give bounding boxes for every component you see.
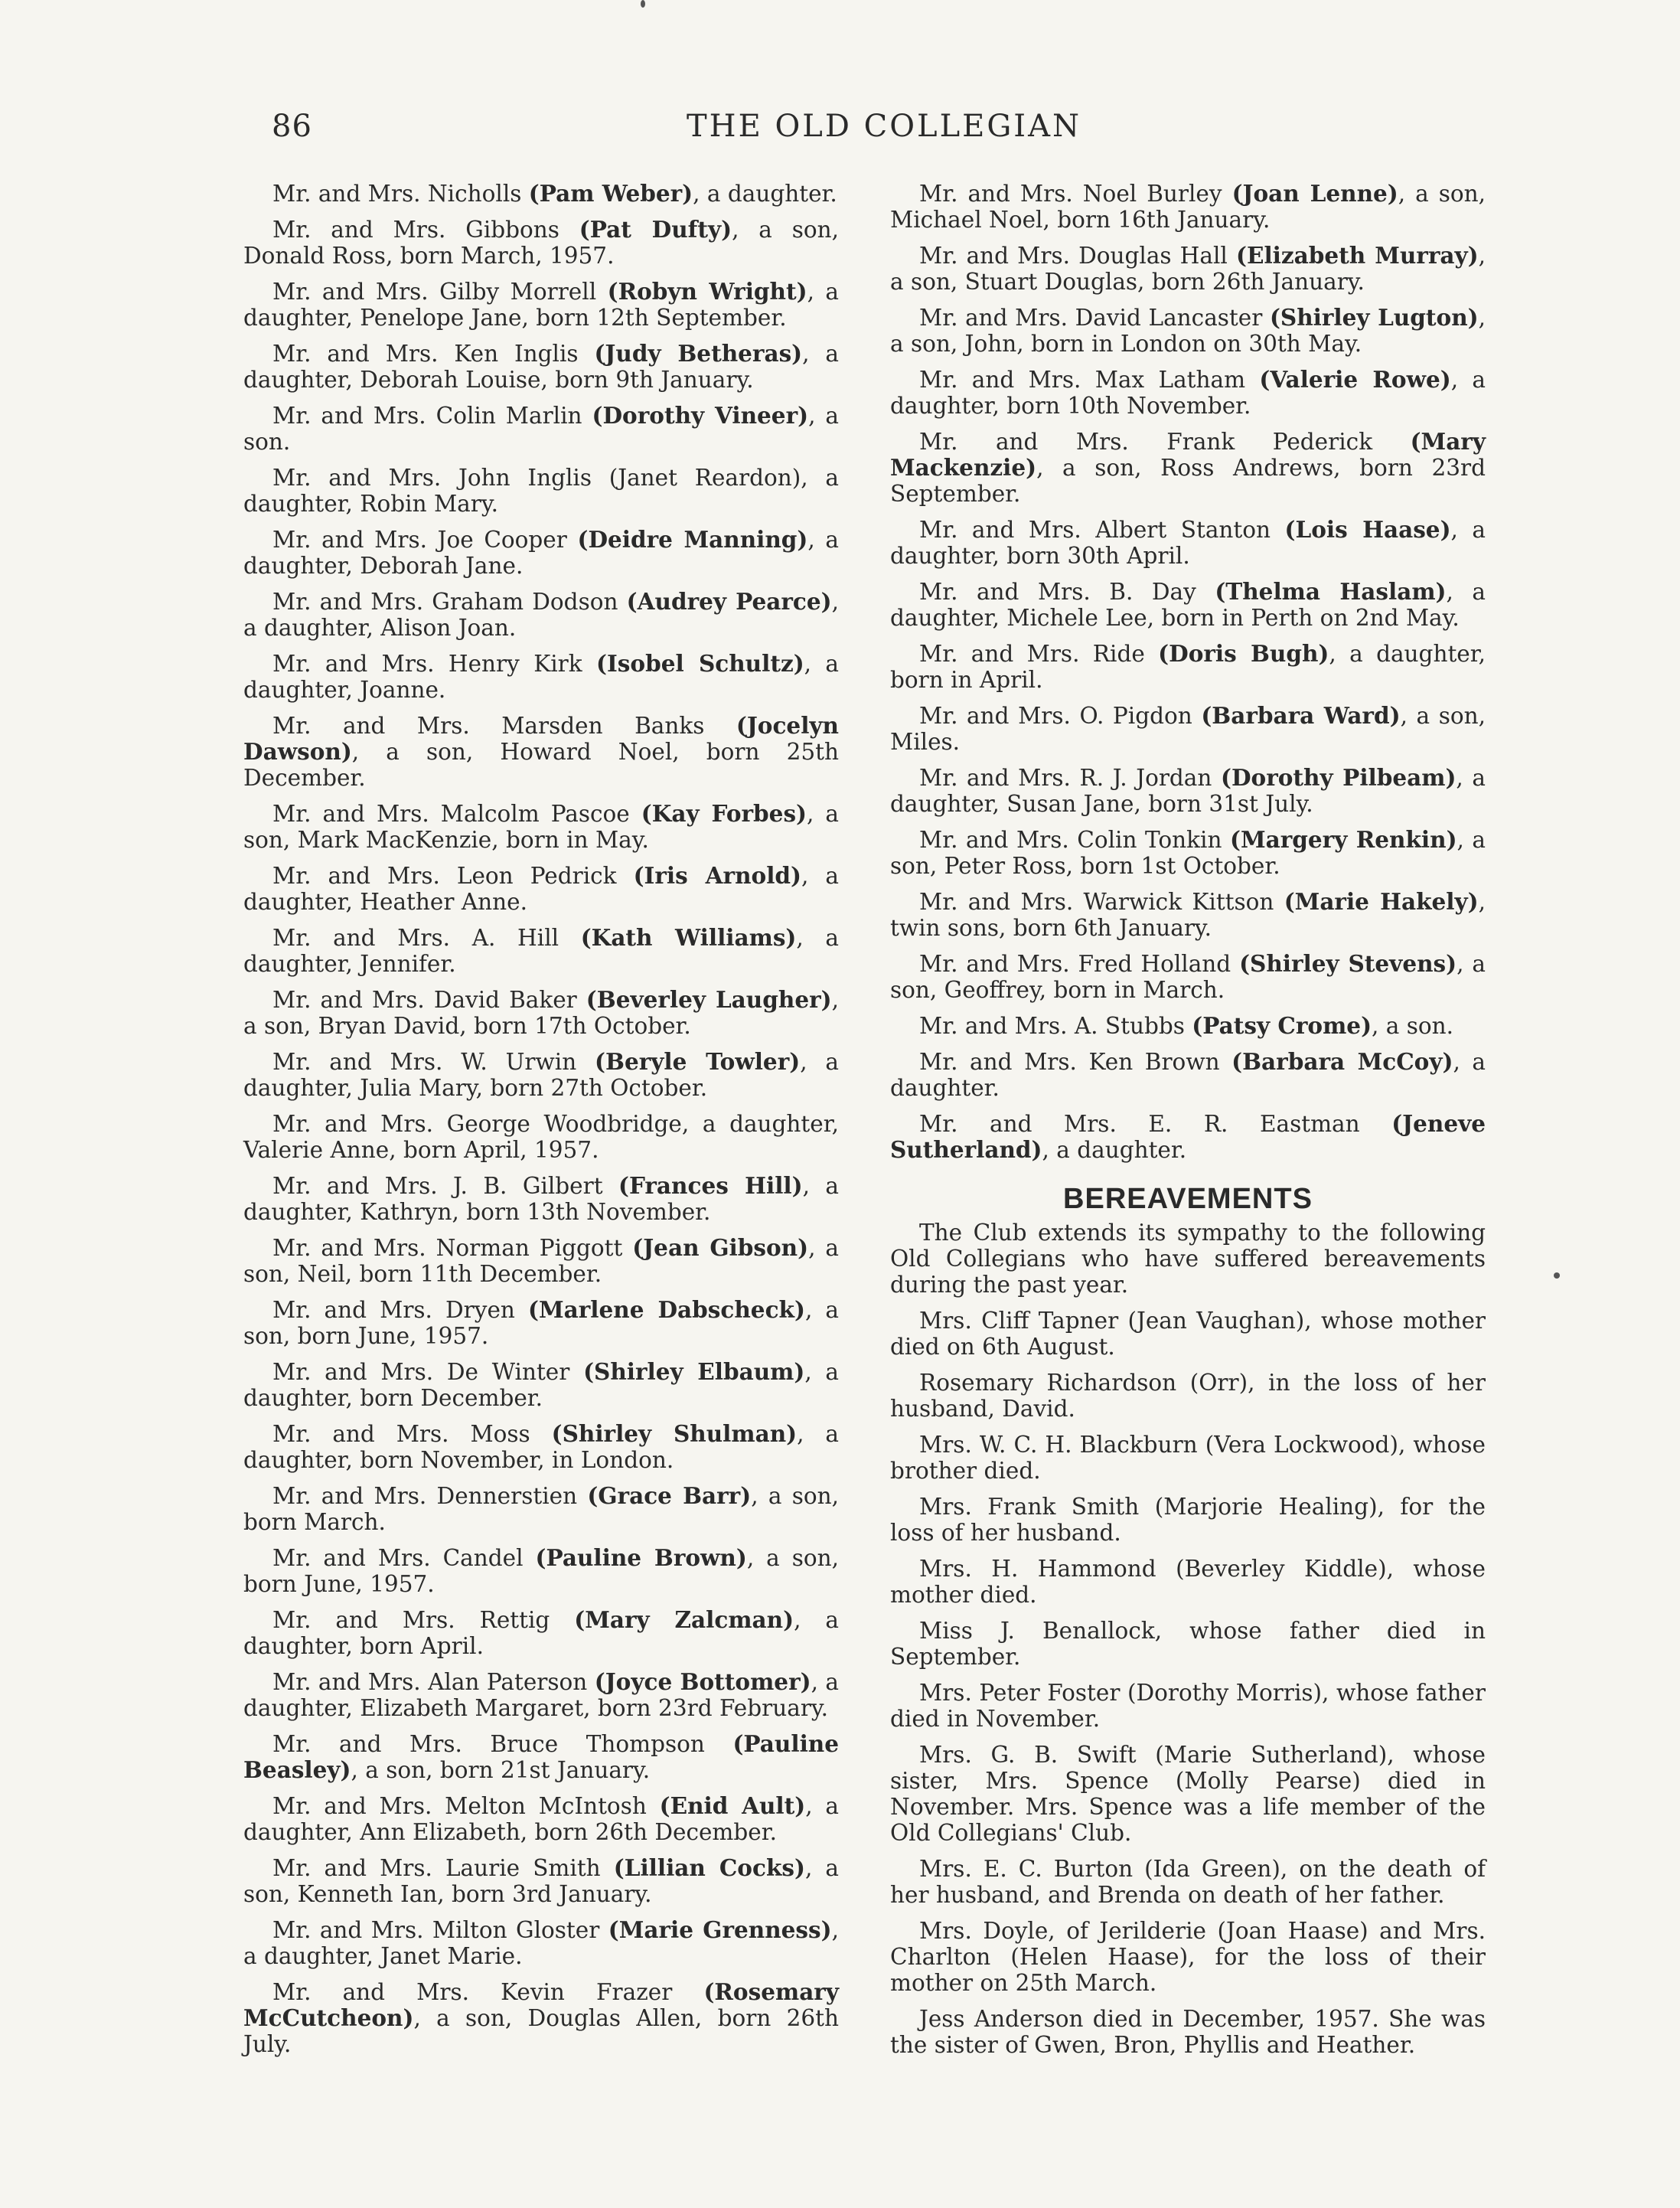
entry-details: , a daughter, born in April. — [890, 641, 1486, 693]
entry-details: , a daughter, Julia Mary, born 27th October. — [243, 1049, 839, 1101]
entry-details: , a daughter, born December. — [243, 1359, 840, 1411]
entry-text: Mr. and Mrs. Nicholls — [272, 181, 529, 207]
entry-text: Mr. and Mrs. Alan Paterson — [272, 1669, 595, 1695]
maiden-name: (Judy Betheras) — [594, 340, 803, 367]
maiden-name: (Elizabeth Murray) — [1236, 242, 1479, 269]
entry-text: Mr. and Mrs. Graham Dodson — [272, 589, 627, 615]
page-header — [272, 109, 1496, 155]
birth-entry — [890, 703, 1486, 755]
birth-entry — [243, 1917, 839, 1969]
birth-entry — [243, 589, 839, 641]
entry-details: , a daughter, born 10th November. — [890, 367, 1486, 419]
entry-text: Mr. and Mrs. Laurie Smith — [272, 1855, 614, 1881]
entry-details: , a daughter, Alison Joan. — [243, 589, 839, 641]
entry-text: Mr. and Mrs. Malcolm Pascoe — [272, 801, 641, 827]
bereavement-entry: Mrs. H. Hammond (Beverley Kiddle), whose mother died. — [890, 1556, 1486, 1608]
birth-entry — [890, 765, 1486, 817]
entry-text: Mr. and Mrs. John Inglis (Janet Reardon), a daughter, Robin Mary. — [243, 465, 839, 517]
bereavement-entry: Mrs. E. C. Burton (Ida Green), on the death of her husband, and Brenda on death of her father. — [890, 1856, 1486, 1908]
birth-entry — [890, 429, 1486, 507]
entry-details: , a son. — [1372, 1013, 1454, 1039]
entry-text: Mr. and Mrs. Joe Cooper — [272, 527, 578, 553]
birth-entry — [243, 1669, 839, 1721]
birth-entry — [890, 517, 1486, 569]
entry-text: Mr. and Mrs. Milton Gloster — [272, 1917, 608, 1943]
entry-details: , a daughter, born April. — [243, 1607, 839, 1659]
maiden-name: (Pauline Brown) — [535, 1544, 747, 1571]
entry-text: Mr. and Mrs. David Baker — [272, 987, 586, 1013]
bereavements-heading: BEREAVEMENTS — [1063, 1183, 1313, 1215]
maiden-name: (Shirley Elbaum) — [583, 1358, 805, 1385]
maiden-name: (Valerie Rowe) — [1259, 366, 1451, 393]
entry-details: , a son, Kenneth Ian, born 3rd January. — [243, 1855, 839, 1907]
entry-text: Mr. and Mrs. George Woodbridge, a daughter, Valerie Anne, born April, 1957. — [243, 1111, 839, 1163]
entry-text: Mr. and Mrs. Marsden Banks — [272, 713, 736, 739]
bereavement-entry: Mrs. W. C. H. Blackburn (Vera Lockwood), whose brother died. — [890, 1432, 1486, 1484]
entry-text: Mr. and Mrs. Douglas Hall — [919, 243, 1236, 269]
entry-details: , a daughter, born 30th April. — [890, 517, 1486, 569]
bereavement-entry: Jess Anderson died in December, 1957. She was the sister of Gwen, Bron, Phyllis and Heather. — [890, 2006, 1486, 2058]
entry-details: , a son, Howard Noel, born 25th December. — [243, 739, 839, 791]
birth-entry — [890, 1049, 1486, 1101]
entry-text: Mr. and Mrs. Rettig — [272, 1607, 575, 1633]
maiden-name: (Rosemary McCutcheon) — [243, 1978, 839, 2031]
bereavements-list — [890, 1308, 1486, 2058]
entry-details: , a daughter. — [890, 1049, 1486, 1101]
print-speck — [641, 0, 645, 8]
maiden-name: (Barbara McCoy) — [1231, 1048, 1453, 1075]
bereavements-intro: The Club extends its sympathy to the following Old Collegians who have suffered bereavements during the past year. — [890, 1220, 1486, 1298]
entry-details: , a son, born June, 1957. — [243, 1545, 839, 1597]
entry-details: , a daughter, Susan Jane, born 31st July. — [890, 765, 1486, 817]
maiden-name: (Jean Gibson) — [632, 1234, 809, 1261]
entry-text: Mr. and Mrs. Dennerstien — [272, 1483, 588, 1509]
bereavement-entry: Mrs. Cliff Tapner (Jean Vaughan), whose mother died on 6th August. — [890, 1308, 1486, 1360]
entry-details: , a daughter. — [1042, 1137, 1187, 1163]
entry-text: Mr. and Mrs. A. Stubbs — [919, 1013, 1192, 1039]
maiden-name: (Lois Haase) — [1284, 516, 1451, 543]
print-speck — [1554, 1272, 1560, 1279]
birth-entry — [243, 1793, 839, 1845]
entry-details: , a son, born June, 1957. — [243, 1297, 840, 1349]
maiden-name: (Jocelyn Dawson) — [243, 712, 839, 765]
entry-text: Mr. and Mrs. Gilby Morrell — [272, 279, 608, 305]
bereavement-entry: Mrs. Doyle, of Jerilderie (Joan Haase) and Mrs. Charlton (Helen Haase), for the loss of their mother on 25th March. — [890, 1918, 1486, 1996]
maiden-name: (Grace Barr) — [587, 1482, 752, 1509]
maiden-name: (Shirley Stevens) — [1239, 950, 1457, 977]
birth-entry — [243, 181, 839, 207]
maiden-name: (Lillian Cocks) — [613, 1854, 805, 1881]
birth-entry — [243, 713, 839, 791]
birth-entry — [243, 217, 839, 269]
entry-text: Mr. and Mrs. Kevin Frazer — [272, 1979, 704, 2005]
maiden-name: (Shirley Shulman) — [551, 1420, 798, 1447]
running-title: THE OLD COLLEGIAN — [687, 109, 1081, 144]
maiden-name: (Iris Arnold) — [633, 862, 801, 889]
entry-text: Mr. and Mrs. Frank Pederick — [919, 429, 1411, 455]
entry-text: Mr. and Mrs. Ken Inglis — [272, 341, 595, 367]
birth-entry — [243, 925, 839, 977]
maiden-name: (Jeneve Sutherland) — [890, 1110, 1486, 1163]
entry-text: Mr. and Mrs. Henry Kirk — [272, 651, 597, 677]
bereavement-entry: Mrs. G. B. Swift (Marie Sutherland), whose sister, Mrs. Spence (Molly Pearse) died in November. Mrs. Spence was a life member of the Old Collegians' Club. — [890, 1742, 1486, 1846]
entry-details: , a daughter, Elizabeth Margaret, born 23rd February. — [243, 1669, 840, 1721]
birth-entry — [243, 1111, 839, 1163]
birth-entry — [243, 1421, 839, 1473]
entry-text: Mr. and Mrs. Norman Piggott — [272, 1235, 633, 1261]
entry-text: Mr. and Mrs. Noel Burley — [919, 181, 1232, 207]
entry-text: Mr. and Mrs. B. Day — [919, 579, 1215, 605]
birth-entry — [243, 1483, 839, 1535]
maiden-name: (Pat Dufty) — [579, 216, 732, 243]
maiden-name: (Beryle Towler) — [595, 1048, 801, 1075]
entry-text: Mr. and Mrs. Ride — [919, 641, 1159, 667]
entry-details: , a son, Mark MacKenzie, born in May. — [243, 801, 839, 853]
entry-text: Mr. and Mrs. A. Hill — [272, 925, 581, 951]
maiden-name: (Pauline Beasley) — [243, 1730, 839, 1783]
entry-details: , a son, Geoffrey, born in March. — [890, 951, 1486, 1003]
birth-entry — [890, 305, 1486, 357]
birth-entry — [890, 889, 1486, 941]
maiden-name: (Mary Mackenzie) — [890, 428, 1486, 481]
birth-entry — [243, 527, 839, 579]
entry-text: Mr. and Mrs. Warwick Kittson — [919, 889, 1284, 915]
entry-details: , a daughter, Michele Lee, born in Perth on 2nd May. — [890, 579, 1486, 631]
birth-entry — [243, 651, 839, 703]
birth-entry — [890, 951, 1486, 1003]
entry-details: , a son, Miles. — [890, 703, 1486, 755]
maiden-name: (Shirley Lugton) — [1269, 304, 1479, 331]
entry-text: Mr. and Mrs. Melton McIntosh — [272, 1793, 660, 1819]
births-list-right — [890, 181, 1486, 1163]
birth-entry — [890, 1111, 1486, 1163]
entry-details: , a son, Michael Noel, born 16th January. — [890, 181, 1486, 233]
entry-text: Mr. and Mrs. Ken Brown — [919, 1049, 1232, 1075]
maiden-name: (Marie Hakely) — [1284, 888, 1479, 915]
entry-text: Mr. and Mrs. Dryen — [272, 1297, 529, 1323]
maiden-name: (Marlene Dabscheck) — [528, 1296, 805, 1323]
maiden-name: (Barbara Ward) — [1201, 702, 1401, 729]
birth-entry — [243, 279, 839, 331]
entry-details: , a son, Donald Ross, born March, 1957. — [243, 217, 839, 269]
birth-entry — [890, 1013, 1486, 1039]
entry-details: , a daughter. — [693, 181, 837, 207]
entry-details: , twin sons, born 6th January. — [890, 889, 1486, 941]
maiden-name: (Isobel Schultz) — [596, 650, 804, 677]
entry-text: Mr. and Mrs. R. J. Jordan — [919, 765, 1221, 791]
entry-text: Mr. and Mrs. W. Urwin — [272, 1049, 595, 1075]
entry-details: , a son, Stuart Douglas, born 26th January. — [890, 243, 1486, 295]
maiden-name: (Margery Renkin) — [1229, 826, 1457, 853]
entry-details: , a son, Douglas Allen, born 26th July. — [243, 2005, 839, 2057]
birth-entry — [890, 181, 1486, 233]
maiden-name: (Thelma Haslam) — [1215, 578, 1447, 605]
entry-text: Mr. and Mrs. Gibbons — [272, 217, 579, 243]
maiden-name: (Enid Ault) — [659, 1792, 806, 1819]
birth-entry — [890, 243, 1486, 295]
bereavement-entry: Rosemary Richardson (Orr), in the loss of her husband, David. — [890, 1370, 1486, 1422]
entry-details: , a daughter, Janet Marie. — [243, 1917, 840, 1969]
left-column — [243, 181, 839, 2067]
birth-entry — [243, 403, 839, 455]
maiden-name: (Joyce Bottomer) — [594, 1668, 811, 1695]
birth-entry — [890, 827, 1486, 879]
entry-details: , a daughter, Ann Elizabeth, born 26th December. — [243, 1793, 839, 1845]
entry-text: Mr. and Mrs. De Winter — [272, 1359, 584, 1385]
entry-text: Mr. and Mrs. Max Latham — [919, 367, 1260, 393]
entry-text: Mr. and Mrs. J. B. Gilbert — [272, 1173, 618, 1199]
birth-entry — [243, 1359, 839, 1411]
entry-details: , a daughter, Heather Anne. — [243, 863, 840, 915]
birth-entry — [243, 1049, 839, 1101]
right-column — [890, 181, 1486, 2068]
maiden-name: (Doris Bugh) — [1158, 640, 1329, 667]
birth-entry — [243, 1979, 839, 2057]
birth-entry — [243, 1235, 839, 1287]
entry-text: Mr. and Mrs. E. R. Eastman — [919, 1111, 1392, 1137]
entry-text: Mr. and Mrs. David Lancaster — [919, 305, 1270, 331]
maiden-name: (Beverley Laugher) — [586, 986, 832, 1013]
maiden-name: (Kath Williams) — [580, 924, 797, 951]
birth-entry — [243, 465, 839, 517]
maiden-name: (Frances Hill) — [618, 1172, 803, 1199]
maiden-name: (Joan Lenne) — [1231, 180, 1398, 207]
birth-entry — [243, 1173, 839, 1225]
birth-entry — [243, 1545, 839, 1597]
entry-details: , a daughter, Deborah Louise, born 9th January. — [243, 341, 839, 393]
birth-entry — [243, 1855, 839, 1907]
page-number: 86 — [272, 109, 312, 144]
entry-details: , a son, Ross Andrews, born 23rd September. — [890, 455, 1486, 507]
entry-text: Mr. and Mrs. Leon Pedrick — [272, 863, 634, 889]
entry-details: , a son, Bryan David, born 17th October. — [243, 987, 839, 1039]
entry-details: , a daughter, Joanne. — [243, 651, 839, 703]
birth-entry — [243, 341, 839, 393]
entry-details: , a son, Peter Ross, born 1st October. — [890, 827, 1486, 879]
entry-text: Mr. and Mrs. Colin Marlin — [272, 403, 592, 429]
entry-text: Mr. and Mrs. Moss — [272, 1421, 552, 1447]
entry-text: Mr. and Mrs. Albert Stanton — [919, 517, 1285, 543]
birth-entry — [890, 367, 1486, 419]
maiden-name: (Kay Forbes) — [641, 800, 807, 827]
bereavement-entry: Mrs. Frank Smith (Marjorie Healing), for the loss of her husband. — [890, 1494, 1486, 1546]
bereavement-entry: Miss J. Benallock, whose father died in September. — [890, 1618, 1486, 1670]
entry-details: , a son, born March. — [243, 1483, 839, 1535]
birth-entry — [243, 1731, 839, 1783]
birth-entry — [243, 801, 839, 853]
birth-entry — [890, 641, 1486, 693]
birth-entry — [243, 1607, 839, 1659]
maiden-name: (Audrey Pearce) — [626, 588, 832, 615]
entry-text: Mr. and Mrs. O. Pigdon — [919, 703, 1202, 729]
entry-details: , a son. — [243, 403, 840, 455]
birth-entry — [243, 1297, 839, 1349]
bereavement-entry: Mrs. Peter Foster (Dorothy Morris), whose father died in November. — [890, 1680, 1486, 1732]
maiden-name: (Marie Grenness) — [608, 1916, 832, 1943]
entry-details: , a son, Neil, born 11th December. — [243, 1235, 839, 1287]
entry-details: , a daughter, Penelope Jane, born 12th September. — [243, 279, 840, 331]
entry-details: , a son, born 21st January. — [351, 1757, 651, 1783]
entry-text: Mr. and Mrs. Bruce Thompson — [272, 1731, 733, 1757]
maiden-name: (Pam Weber) — [528, 180, 693, 207]
maiden-name: (Dorothy Pilbeam) — [1221, 764, 1457, 791]
maiden-name: (Dorothy Vineer) — [592, 402, 809, 429]
birth-entry — [243, 863, 839, 915]
entry-details: , a son, John, born in London on 30th May. — [890, 305, 1486, 357]
maiden-name: (Deidre Manning) — [577, 526, 808, 553]
maiden-name: (Mary Zalcman) — [574, 1606, 794, 1633]
birth-entry — [243, 987, 839, 1039]
entry-text: Mr. and Mrs. Candel — [272, 1545, 536, 1571]
maiden-name: (Robyn Wright) — [607, 278, 807, 305]
entry-details: , a daughter, Kathryn, born 13th November. — [243, 1173, 840, 1225]
entry-details: , a daughter, Jennifer. — [243, 925, 840, 977]
birth-entry — [890, 579, 1486, 631]
entry-details: , a daughter, Deborah Jane. — [243, 527, 839, 579]
entry-text: Mr. and Mrs. Fred Holland — [919, 951, 1240, 977]
entry-details: , a daughter, born November, in London. — [243, 1421, 839, 1473]
entry-text: Mr. and Mrs. Colin Tonkin — [919, 827, 1230, 853]
maiden-name: (Patsy Crome) — [1192, 1012, 1372, 1039]
